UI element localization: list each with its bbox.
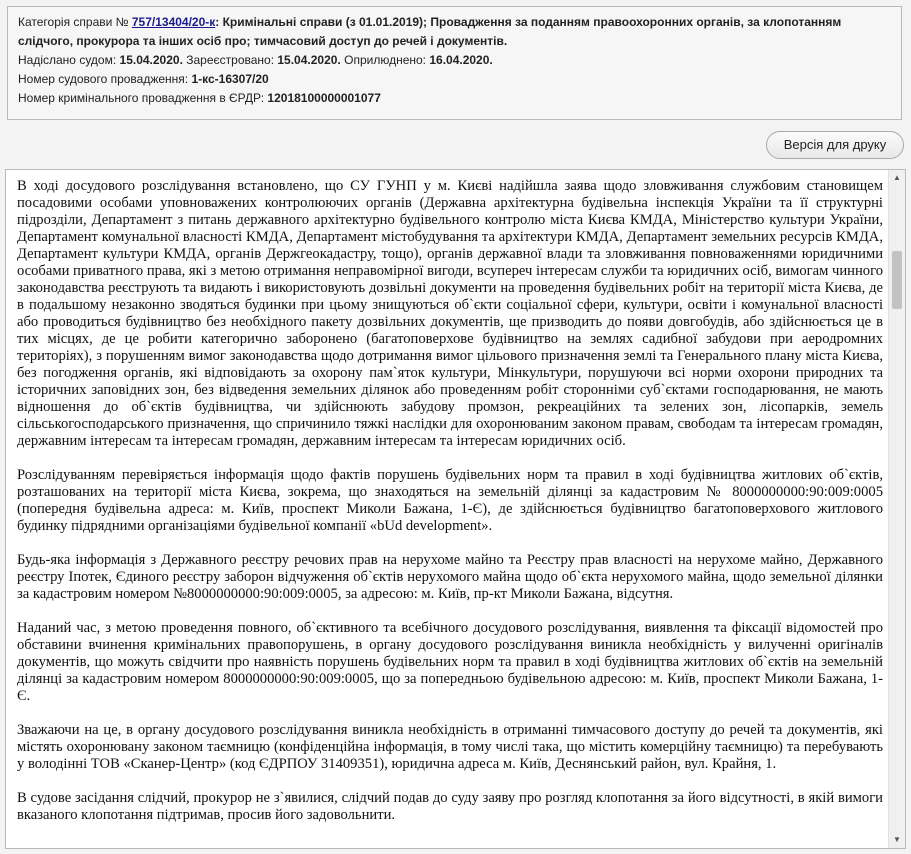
scroll-down-icon[interactable]: ▼ [893, 835, 901, 844]
court-proceeding-row [18, 70, 891, 89]
case-number-link[interactable]: 757/13404/20-к [131, 15, 216, 29]
published-date: 16.04.2020. [429, 53, 493, 67]
document-paragraph: Будь-яка інформація з Державного реєстру речових прав на нерухоме майно та Реєстру прав власності на нерухоме майно, Державного реєстру Іпотек, Єдиного реєстру заборон відчуження об`єктів нерухомого майна щодо об`єкта нерухомого майна, щодо земельної ділянки за кадастровим номером №8000000000:90:009:0005, за адресою: м. Київ, пр-кт Миколи Бажана, відсутня. [17, 552, 883, 602]
document-paragraph: В ході досудового розслідування встановлено, що СУ ГУНП у м. Києві надійшла заява щодо зловживання службовим становищем посадовими особами уповноважених контролюючих органів (Державна архітектурна будівельна інспекція України та її структурні підрозділи, Департамент з питань державного архітектурно будівельного контролю міста Києва КМДА, Міністерство культури України, Департамент комунальної власності КМДА, Департамент містобудування та архітектури КМДА, Департамент земельних ресурсів КМДА, Департамент культури КМДА, органів Держгеокадастру, тощо), органів державної влади та зловживання повноваженнями юридичними особами приватного права, які з метою отримання неправомірної вигоди, всупереч інтересам служби та юридичних осіб, вимогам чинного законодавства реєструють та видають і використовують дозвільні документи на проведення будівельних робіт на території міста Києва, де в подальшому незаконно зводяться будинки при цьому знищуються об`єкти соціальної сфери, культури, освіти і комунальної власності або проводиться будівництво без необхідного пакету дозвільних документів, ще призводить до появи довгобудів, або здійснюється це в тих місцях, де це робити категорично заборонено (багатоповерхове будівництво на землях садибної забудови при аеродромних територіях), з порушенням вимог законодавства щодо дотримання вимог цільового призначення землі та Генерального плану міста Києва, без погодження органів, які відповідають за охорону пам`яток культури, Мінкультури, порушуючи всі норми охорони природних та історичних заповідних зон, без відведення земельних ділянок або проведенням робіт сторонніми суб`єктами господарювання, не мають відношення до об`єктів будівництва, чи здійснюють забудову промзон, рекреаційних та зелених зон, лісопарків, земель сільськогосподарського призначення, що спричинило тяжкі наслідки для охоронюваним законом правам, свободам та інтересам громадян, державним інтересам та інтересам громадян, державним інтересам та інтересам юридичних осіб. [17, 178, 883, 449]
registered-label: Зареєстровано: [182, 53, 278, 67]
scroll-thumb[interactable] [892, 251, 902, 309]
sent-date: 15.04.2020. [119, 53, 183, 67]
case-dates-row [18, 51, 891, 70]
criminal-proceeding-row [18, 89, 891, 108]
court-proceeding-label: Номер судового провадження: [18, 72, 192, 86]
criminal-proceeding-number: 12018100000001077 [267, 91, 381, 105]
scroll-track[interactable] [889, 186, 905, 832]
print-version-button[interactable]: Версія для друку [766, 131, 904, 159]
document-paragraph: Наданий час, з метою проведення повного, об`єктивного та всебічного досудового розслідування, виявлення та фіксації відомостей про обставини вчинення кримінальних правопорушень, в органу досудового розслідування виникла необхідність у вилученні оригіналів документів, що можуть свідчити про наявність порушень будівельних норм та правил в ході будівництва житлових об`єктів на земельній ділянці за кадастровим номером 8000000000:90:009:0005, що за попередньою будівельною адресою: м. Київ, проспект Миколи Бажана, 1-Є. [17, 620, 883, 704]
case-category-text: : Кримінальні справи (з 01.01.2019); Провадження за поданням правоохоронних органів, за клопотанням слідчого, прокурора та інших осіб про; тимчасовий доступ до речей і документів. [18, 15, 842, 48]
document-paragraph: Зважаючи на це, в органу досудового розслідування виникла необхідність в отриманні тимчасового доступу до речей та документів, які містять охоронювану законом таємницю (конфіденційна інформація, в тому числі така, що містить комерційну таємницю) та перебувають у володінні ТОВ «Сканер-Центр» (код ЄДРПОУ 31409351), юридична адреса м. Київ, Деснянський район, вул. Крайня, 1. [17, 722, 883, 772]
case-category-prefix: Категорія справи № [18, 15, 132, 29]
registered-date: 15.04.2020. [277, 53, 341, 67]
case-category-row [18, 13, 891, 51]
document-scrollbar[interactable] [888, 170, 905, 848]
document-text [6, 170, 889, 848]
published-label: Оприлюднено: [340, 53, 430, 67]
scroll-up-icon[interactable]: ▲ [893, 173, 901, 182]
court-proceeding-number: 1-кс-16307/20 [191, 72, 269, 86]
document-paragraph: Розслідуванням перевіряється інформація щодо фактів порушень будівельних норм та правил в ході будівництва житлових об`єктів, розташованих на території міста Києва, зокрема, що знаходяться на земельній ділянці за кадастровим № 8000000000:90:009:0005 (попередня будівельна адреса: м. Київ, проспект Миколи Бажана, 1-Є), де здійснюється будівництво багатоповерхового житлового будинку підрядними організаціями будівельної компанії «bUd development». [17, 467, 883, 534]
document-frame [5, 169, 906, 849]
criminal-proceeding-label: Номер кримінального провадження в ЄРДР: [18, 91, 268, 105]
document-paragraph: В судове засідання слідчий, прокурор не з`явилися, слідчий подав до суду заяву про розгляд клопотання за його відсутності, в якій вимоги вказаного клопотання підтримав, просив його задовольнити. [17, 790, 883, 823]
case-info-panel [7, 6, 902, 120]
sent-label: Надіслано судом: [18, 53, 120, 67]
